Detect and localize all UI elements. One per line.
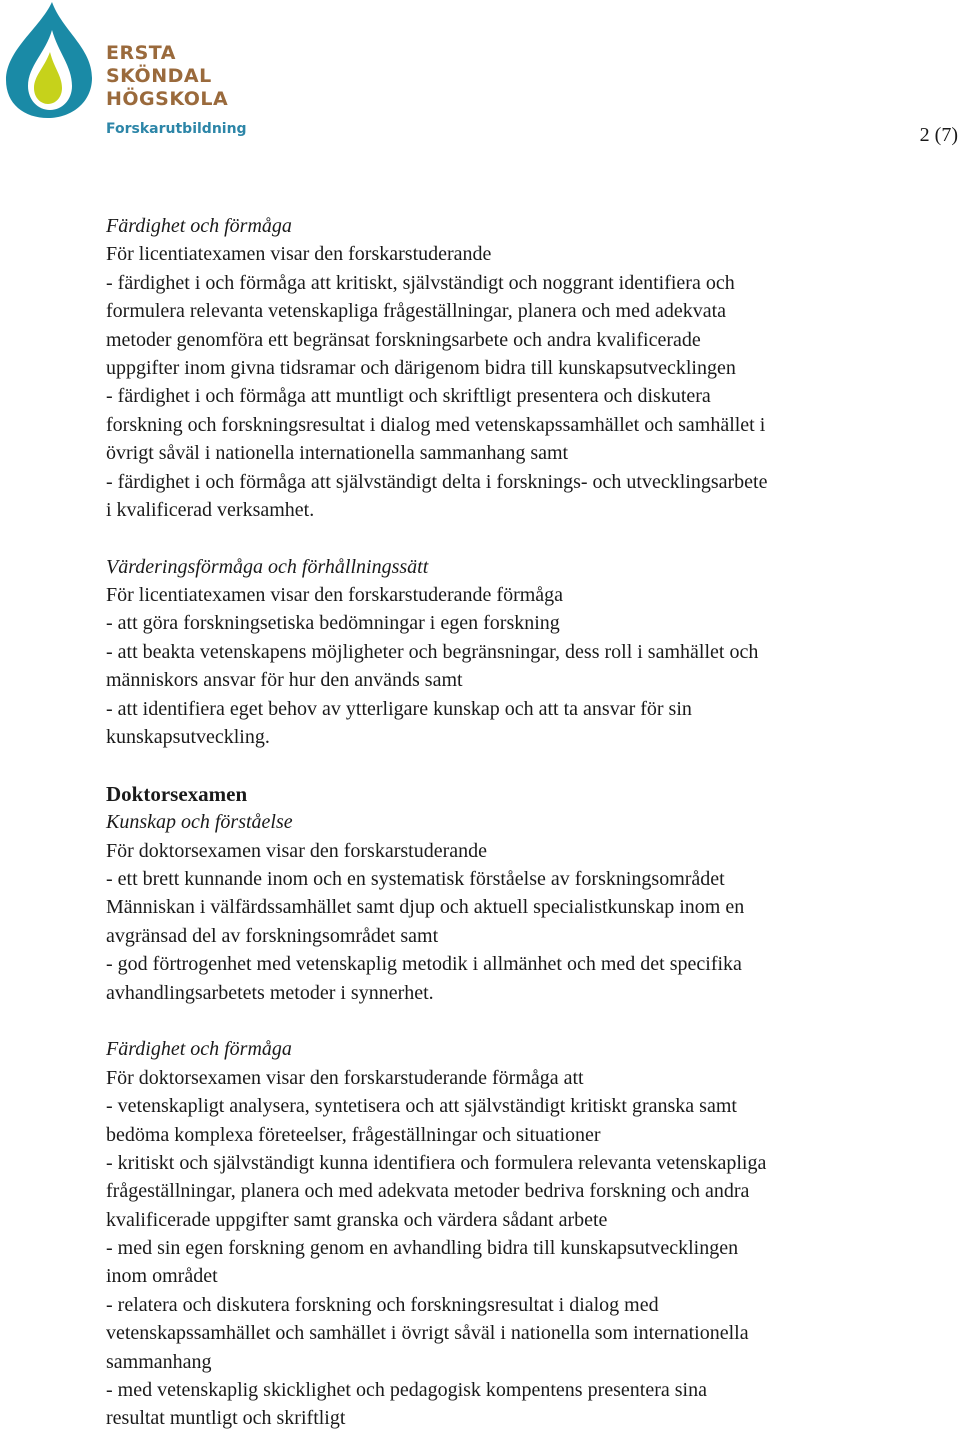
text-line: avgränsad del av forskningsområdet samt	[106, 924, 439, 947]
text-line: För licentiatexamen visar den forskarstuderande	[106, 243, 492, 266]
text-line: - med vetenskaplig skicklighet och pedagogisk kompentens presentera sina	[106, 1379, 707, 1402]
text-line: - med sin egen forskning genom en avhandling bidra till kunskapsutvecklingen	[106, 1237, 739, 1260]
text-line: - vetenskapligt analysera, syntetisera och att självständigt kritiskt granska samt	[106, 1095, 737, 1118]
text-line: - god förtrogenhet med vetenskaplig metodik i allmänhet och med det specifika	[106, 953, 742, 976]
subheading-kunskap: Kunskap och förståelse	[106, 811, 293, 834]
text-line: uppgifter inom givna tidsramar och därigenom bidra till kunskapsutvecklingen	[106, 356, 736, 379]
text-line: formulera relevanta vetenskapliga frågeställningar, planera och med adekvata	[106, 300, 727, 323]
subheading-fardighet-doktor: Färdighet och förmåga	[106, 1038, 292, 1061]
text-line: - ett brett kunnande inom och en systematisk förståelse av forskningsområdet	[106, 867, 725, 890]
logo-line-3: HÖGSKOLA	[106, 88, 229, 110]
subheading-vardering: Värderingsförmåga och förhållningssätt	[106, 555, 429, 578]
document-body	[106, 212, 896, 1433]
paragraph-gap	[106, 524, 896, 552]
logo-line-2: SKÖNDAL	[106, 65, 212, 87]
text-line: - kritiskt och självständigt kunna identifiera och formulera relevanta vetenskapliga	[106, 1151, 767, 1174]
text-line: övrigt såväl i nationella internationella sammanhang samt	[106, 442, 569, 465]
text-line: kunskapsutveckling.	[106, 726, 270, 749]
heading-doktorsexamen: Doktorsexamen	[106, 781, 248, 806]
subheading-fardighet-licentiat: Färdighet och förmåga	[106, 215, 292, 237]
text-line: För doktorsexamen visar den forskarstuderande	[106, 839, 487, 862]
text-line: bedöma komplexa företeelser, frågeställningar och situationer	[106, 1123, 601, 1146]
text-line: avhandlingsarbetets metoder i synnerhet.	[106, 981, 434, 1004]
text-line: i kvalificerad verksamhet.	[106, 498, 315, 521]
text-line: vetenskapssamhället och samhället i övrigt såväl i nationella som internationella	[106, 1322, 749, 1345]
text-line: - färdighet i och förmåga att kritiskt, självständigt och noggrant identifiera och	[106, 271, 735, 294]
drop-emblem-icon	[0, 0, 100, 120]
text-line: forskning och forskningsresultat i dialog med vetenskapssamhället och samhället i	[106, 413, 766, 436]
page-number: 2 (7)	[919, 124, 958, 146]
paragraph-gap	[106, 1007, 896, 1035]
text-line: - att identifiera eget behov av ytterligare kunskap och att ta ansvar för sin	[106, 697, 692, 720]
text-line: För licentiatexamen visar den forskarstuderande förmåga	[106, 584, 564, 607]
text-line: - färdighet i och förmåga att muntligt och skriftligt presentera och diskutera	[106, 385, 711, 408]
text-line: människors ansvar för hur den används samt	[106, 669, 463, 692]
logo-subtitle: Forskarutbildning	[106, 121, 247, 137]
text-line: - att göra forskningsetiska bedömningar i egen forskning	[106, 612, 560, 635]
text-line: frågeställningar, planera och med adekvata metoder bedriva forskning och andra	[106, 1180, 750, 1203]
text-line: För doktorsexamen visar den forskarstuderande förmåga att	[106, 1066, 584, 1089]
text-line: - relatera och diskutera forskning och forskningsresultat i dialog med	[106, 1293, 659, 1316]
text-line: metoder genomföra ett begränsat forskningsarbete och andra kvalificerade	[106, 328, 701, 351]
text-line: sammanhang	[106, 1350, 212, 1373]
paragraph-gap	[106, 751, 896, 779]
text-line: inom området	[106, 1265, 218, 1288]
text-line: resultat muntligt och skriftligt	[106, 1407, 346, 1430]
text-line: - färdighet i och förmåga att självständigt delta i forsknings- och utvecklingsarbete	[106, 470, 768, 493]
logo-line-1: ERSTA	[106, 42, 176, 64]
institution-logo	[0, 0, 260, 150]
text-line: - att beakta vetenskapens möjligheter och begränsningar, dess roll i samhället och	[106, 640, 759, 663]
text-line: kvalificerade uppgifter samt granska och värdera sådant arbete	[106, 1208, 608, 1231]
text-line: Människan i välfärdssamhället samt djup och aktuell specialistkunskap inom en	[106, 896, 745, 919]
